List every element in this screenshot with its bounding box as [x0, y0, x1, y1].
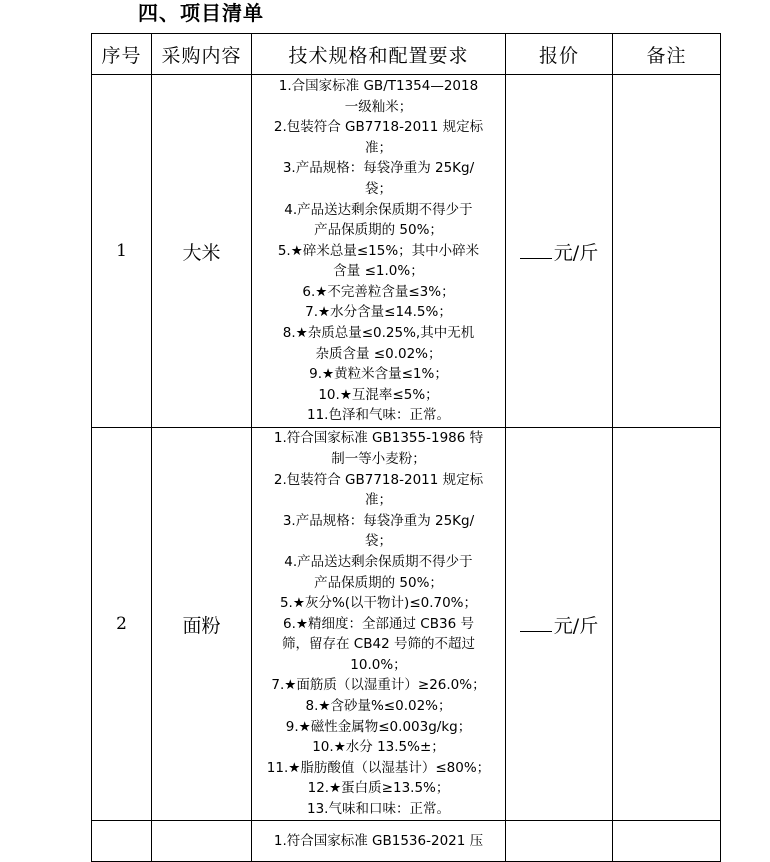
spec-line: 产品保质期的 50%；	[314, 222, 443, 239]
price-cell[interactable]	[506, 821, 613, 862]
spec-line: 5.★灰分%(以干物计)≤0.70%；	[279, 595, 478, 612]
spec-line: 11.色泽和气味：正常。	[307, 407, 450, 424]
spec-line: 1.合国家标准 GB/T1354—2018	[278, 77, 479, 94]
table-row-flour	[92, 428, 721, 821]
spec-line: 杂质含量 ≤0.02%；	[315, 345, 442, 362]
spec-line: 7.★水分含量≤14.5%；	[305, 304, 452, 321]
spec-line: 2.包装符合 GB7718-2011 规定标	[273, 471, 484, 488]
spec-line: 4.产品送达剩余保质期不得少于	[284, 201, 473, 218]
price-unit: 元/斤	[553, 241, 599, 264]
row-number: 2	[92, 428, 152, 821]
spec-cell	[252, 821, 506, 862]
spec-line: 8.★杂质总量≤0.25%,其中无机	[282, 325, 475, 342]
table-header-row	[92, 34, 721, 75]
spec-line: 10.★互混率≤5%；	[318, 386, 439, 403]
spec-line: 制一等小麦粉；	[331, 450, 426, 467]
header-price: 报价	[506, 34, 613, 75]
item-name: 面粉	[152, 428, 252, 821]
spec-line: 准；	[365, 492, 392, 509]
spec-line: 3.产品规格：每袋净重为 25Kg/	[282, 160, 475, 177]
spec-line: 含量 ≤1.0%；	[333, 263, 424, 280]
spec-line: 6.★精细度：全部通过 CB36 号	[283, 615, 474, 632]
header-no: 序号	[92, 34, 152, 75]
spec-line: 袋；	[365, 533, 392, 550]
spec-line: 3.产品规格：每袋净重为 25Kg/	[282, 512, 475, 529]
price-cell[interactable]	[506, 75, 613, 428]
header-item: 采购内容	[152, 34, 252, 75]
spec-line: 2.包装符合 GB7718-2011 规定标	[273, 119, 484, 136]
spec-line: 10.0%；	[350, 656, 407, 673]
price-unit: 元/斤	[553, 614, 599, 637]
spec-line: 1.符合国家标准 GB1536-2021 压	[273, 832, 484, 849]
item-name: 大米	[152, 75, 252, 428]
spec-line: 7.★面筋质（以湿重计）≥26.0%；	[271, 677, 486, 694]
remark-cell[interactable]	[613, 75, 721, 428]
price-blank[interactable]	[520, 240, 552, 259]
spec-line: 8.★含砂量%≤0.02%；	[305, 698, 452, 715]
header-spec: 技术规格和配置要求	[252, 34, 506, 75]
section-title: 四、项目清单	[138, 1, 264, 25]
spec-line: 6.★不完善粒含量≤3%；	[302, 283, 455, 300]
spec-cell	[252, 75, 506, 428]
spec-line: 12.★蛋白质≥13.5%；	[307, 780, 450, 797]
spec-line: 1.符合国家标准 GB1355-1986 特	[273, 430, 484, 447]
spec-line: 13.气味和口味：正常。	[307, 801, 450, 818]
table-row-partial	[92, 821, 721, 862]
spec-line: 筛，留存在 CB42 号筛的不超过	[282, 636, 475, 653]
spec-line: 9.★磁性金属物≤0.003g/kg；	[285, 718, 472, 735]
spec-line: 一级籼米；	[344, 98, 413, 115]
remark-cell[interactable]	[613, 428, 721, 821]
table-row-rice	[92, 75, 721, 428]
price-cell[interactable]	[506, 428, 613, 821]
spec-line: 5.★碎米总量≤15%；其中小碎米	[277, 242, 480, 259]
project-list-table	[91, 33, 721, 862]
item-name	[152, 821, 252, 862]
header-remark: 备注	[613, 34, 721, 75]
spec-line: 袋；	[365, 180, 392, 197]
spec-line: 11.★脂肪酸值（以湿基计）≤80%；	[266, 759, 491, 776]
spec-line: 产品保质期的 50%；	[314, 574, 443, 591]
remark-cell[interactable]	[613, 821, 721, 862]
spec-line: 准；	[365, 139, 392, 156]
spec-line: 4.产品送达剩余保质期不得少于	[284, 553, 473, 570]
row-number: 1	[92, 75, 152, 428]
row-number	[92, 821, 152, 862]
spec-line: 10.★水分 13.5%±；	[312, 739, 445, 756]
spec-line: 9.★黄粒米含量≤1%；	[309, 366, 448, 383]
price-blank[interactable]	[520, 613, 552, 632]
spec-cell	[252, 428, 506, 821]
